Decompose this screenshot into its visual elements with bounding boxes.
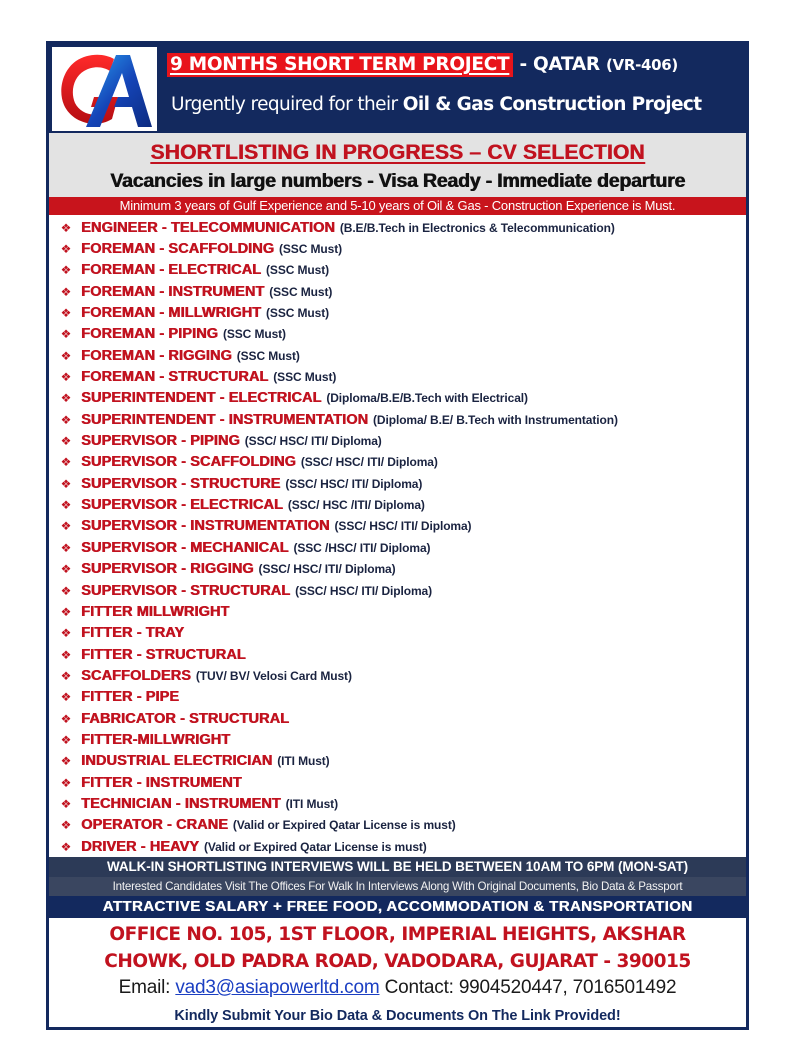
job-qualification: (B.E/B.Tech in Electronics & Telecommunication) <box>339 220 615 235</box>
diamond-bullet-icon: ❖ <box>60 818 72 833</box>
job-qualification: (SSC/ HSC /ITI/ Diploma) <box>287 498 425 513</box>
job-item <box>55 751 745 772</box>
poster-header <box>49 44 746 133</box>
job-title: FITTER - PIPE <box>81 689 179 706</box>
diamond-bullet-icon: ❖ <box>60 604 72 619</box>
job-list <box>55 217 745 857</box>
job-qualification: (SSC Must) <box>279 242 342 257</box>
diamond-bullet-icon: ❖ <box>60 284 72 299</box>
job-title: OPERATOR - CRANE <box>81 817 228 834</box>
experience-requirement: Minimum 3 years of Gulf Experience and 5-10 years of Oil & Gas - Construction Experience is Must. <box>49 197 746 215</box>
address-line-2: CHOWK, OLD PADRA ROAD, VADODARA, GUJARAT - 390015 <box>104 951 691 972</box>
job-qualification: (ITI Must) <box>277 754 330 769</box>
diamond-bullet-icon: ❖ <box>60 455 72 470</box>
diamond-bullet-icon: ❖ <box>60 220 72 235</box>
interested-candidates-note: Interested Candidates Visit The Offices For Walk In Interviews Along With Original Documents, Bio Data & Passport <box>49 877 746 896</box>
job-item <box>55 473 745 494</box>
job-item <box>55 409 745 430</box>
diamond-bullet-icon: ❖ <box>60 583 72 598</box>
job-title: SUPERVISOR - STRUCTURE <box>81 475 281 492</box>
diamond-bullet-icon: ❖ <box>60 327 72 342</box>
job-title: SUPERINTENDENT - INSTRUMENTATION <box>81 411 369 428</box>
job-item <box>55 559 745 580</box>
diamond-bullet-icon: ❖ <box>60 711 72 726</box>
headline-location: - QATAR <box>513 54 606 75</box>
job-title: SCAFFOLDERS <box>81 667 191 684</box>
job-item <box>55 516 745 537</box>
job-title: FITTER-MILLWRIGHT <box>81 731 231 748</box>
diamond-bullet-icon: ❖ <box>60 562 72 577</box>
diamond-bullet-icon: ❖ <box>60 839 72 854</box>
job-title: SUPERVISOR - STRUCTURAL <box>81 582 291 599</box>
job-qualification: (SSC/ HSC/ ITI/ Diploma) <box>258 562 396 577</box>
diamond-bullet-icon: ❖ <box>60 796 72 811</box>
job-qualification: (Diploma/ B.E/ B.Tech with Instrumentation) <box>373 412 618 427</box>
diamond-bullet-icon: ❖ <box>60 732 72 747</box>
subheadline-prefix: Urgently required for their <box>171 94 403 115</box>
job-item <box>55 366 745 387</box>
address-line-1: OFFICE NO. 105, 1ST FLOOR, IMPERIAL HEIGHTS, AKSHAR <box>109 924 686 945</box>
job-qualification: (SSC Must) <box>269 284 333 299</box>
job-item <box>55 238 745 259</box>
job-qualification: (Valid or Expired Qatar License is must) <box>232 818 456 833</box>
headline <box>167 54 678 75</box>
job-item <box>55 793 745 814</box>
contact-numbers: 9904520447, 7016501492 <box>458 977 677 998</box>
job-title: INDUSTRIAL ELECTRICIAN <box>81 753 273 770</box>
diamond-bullet-icon: ❖ <box>60 775 72 790</box>
contact-line <box>49 977 746 999</box>
job-qualification: (SSC/ HSC/ ITI/ Diploma) <box>244 434 382 449</box>
job-title: FITTER MILLWRIGHT <box>81 603 230 620</box>
job-qualification: (SSC Must) <box>266 306 330 321</box>
job-item <box>55 644 745 665</box>
diamond-bullet-icon: ❖ <box>60 754 72 769</box>
job-item <box>55 494 745 515</box>
diamond-bullet-icon: ❖ <box>60 263 72 278</box>
job-poster <box>46 41 749 1030</box>
job-item <box>55 601 745 622</box>
job-item <box>55 452 745 473</box>
job-title: FOREMAN - MILLWRIGHT <box>81 305 262 322</box>
job-item <box>55 345 745 366</box>
job-title: ENGINEER - TELECOMMUNICATION <box>81 219 335 236</box>
job-item <box>55 302 745 323</box>
job-qualification: (SSC/ HSC/ ITI/ Diploma) <box>285 476 423 491</box>
job-qualification: (SSC/ HSC/ ITI/ Diploma) <box>334 519 472 534</box>
job-item <box>55 580 745 601</box>
headline-code: (VR-406) <box>605 56 678 74</box>
job-title: FITTER - INSTRUMENT <box>81 774 242 791</box>
job-title: SUPERVISOR - SCAFFOLDING <box>81 454 296 471</box>
subheadline <box>171 94 702 115</box>
job-qualification: (SSC/ HSC/ ITI/ Diploma) <box>295 583 433 598</box>
job-item <box>55 665 745 686</box>
email-label: Email: <box>118 977 176 998</box>
job-qualification: (Valid or Expired Qatar License is must) <box>203 839 427 854</box>
email-link[interactable]: vad3@asiapowerltd.com <box>175 977 380 998</box>
job-title: FOREMAN - INSTRUMENT <box>81 283 265 300</box>
job-title: FITTER - TRAY <box>81 625 185 642</box>
job-title: SUPERVISOR - MECHANICAL <box>81 539 289 556</box>
job-title: SUPERVISOR - PIPING <box>81 433 240 450</box>
walkin-interview-notice: WALK-IN SHORTLISTING INTERVIEWS WILL BE HELD BETWEEN 10AM TO 6PM (MON-SAT) <box>49 857 746 877</box>
job-title: FOREMAN - RIGGING <box>81 347 232 364</box>
job-item <box>55 217 745 238</box>
vacancies-text: Vacancies in large numbers - Visa Ready - Immediate departure <box>110 170 685 192</box>
diamond-bullet-icon: ❖ <box>60 434 72 449</box>
contact-label: Contact: <box>379 977 459 998</box>
diamond-bullet-icon: ❖ <box>60 498 72 513</box>
diamond-bullet-icon: ❖ <box>60 242 72 257</box>
job-qualification: (SSC/ HSC/ ITI/ Diploma) <box>300 455 438 470</box>
office-address <box>49 921 746 975</box>
diamond-bullet-icon: ❖ <box>60 370 72 385</box>
job-qualification: (TUV/ BV/ Velosi Card Must) <box>195 668 352 683</box>
job-qualification: (SSC Must) <box>273 370 337 385</box>
diamond-bullet-icon: ❖ <box>60 647 72 662</box>
job-item <box>55 623 745 644</box>
subheadline-project: Oil & Gas Construction Project <box>402 94 702 115</box>
job-qualification: (SSC Must) <box>222 327 286 342</box>
diamond-bullet-icon: ❖ <box>60 412 72 427</box>
job-item <box>55 772 745 793</box>
job-qualification: (Diploma/B.E/B.Tech with Electrical) <box>326 391 528 406</box>
diamond-bullet-icon: ❖ <box>60 306 72 321</box>
job-qualification: (ITI Must) <box>285 796 338 811</box>
ga-logo-icon <box>52 47 157 131</box>
job-item <box>55 687 745 708</box>
submit-note: Kindly Submit Your Bio Data & Documents On The Link Provided! <box>174 1008 621 1024</box>
job-qualification: (SSC /HSC/ ITI/ Diploma) <box>293 540 431 555</box>
job-title: FOREMAN - SCAFFOLDING <box>81 241 274 258</box>
job-title: FOREMAN - ELECTRICAL <box>81 262 262 279</box>
job-title: FABRICATOR - STRUCTURAL <box>81 710 289 727</box>
headline-highlight: 9 MONTHS SHORT TERM PROJECT <box>167 53 513 77</box>
diamond-bullet-icon: ❖ <box>60 348 72 363</box>
job-item <box>55 388 745 409</box>
diamond-bullet-icon: ❖ <box>60 690 72 705</box>
job-title: DRIVER - HEAVY <box>81 838 199 855</box>
job-item <box>55 836 745 857</box>
job-title: TECHNICIAN - INSTRUMENT <box>81 795 281 812</box>
shortlist-title: SHORTLISTING IN PROGRESS – CV SELECTION <box>150 141 645 164</box>
job-qualification: (SSC Must) <box>266 263 330 278</box>
company-logo <box>52 47 157 131</box>
job-title: FOREMAN - STRUCTURAL <box>81 369 269 386</box>
job-item <box>55 815 745 836</box>
job-title: SUPERINTENDENT - ELECTRICAL <box>81 390 322 407</box>
diamond-bullet-icon: ❖ <box>60 476 72 491</box>
diamond-bullet-icon: ❖ <box>60 519 72 534</box>
job-item <box>55 537 745 558</box>
job-title: SUPERVISOR - RIGGING <box>81 561 254 578</box>
diamond-bullet-icon: ❖ <box>60 668 72 683</box>
job-item <box>55 729 745 750</box>
job-item <box>55 708 745 729</box>
job-title: FITTER - STRUCTURAL <box>81 646 246 663</box>
job-title: SUPERVISOR - ELECTRICAL <box>81 497 283 514</box>
job-qualification: (SSC Must) <box>236 348 300 363</box>
job-title: FOREMAN - PIPING <box>81 326 218 343</box>
diamond-bullet-icon: ❖ <box>60 540 72 555</box>
shortlist-banner <box>49 133 746 197</box>
diamond-bullet-icon: ❖ <box>60 626 72 641</box>
benefits-banner: ATTRACTIVE SALARY + FREE FOOD, ACCOMMODATION & TRANSPORTATION <box>49 896 746 918</box>
job-item <box>55 324 745 345</box>
job-item <box>55 260 745 281</box>
job-title: SUPERVISOR - INSTRUMENTATION <box>81 518 330 535</box>
diamond-bullet-icon: ❖ <box>60 391 72 406</box>
job-item <box>55 281 745 302</box>
job-item <box>55 430 745 451</box>
